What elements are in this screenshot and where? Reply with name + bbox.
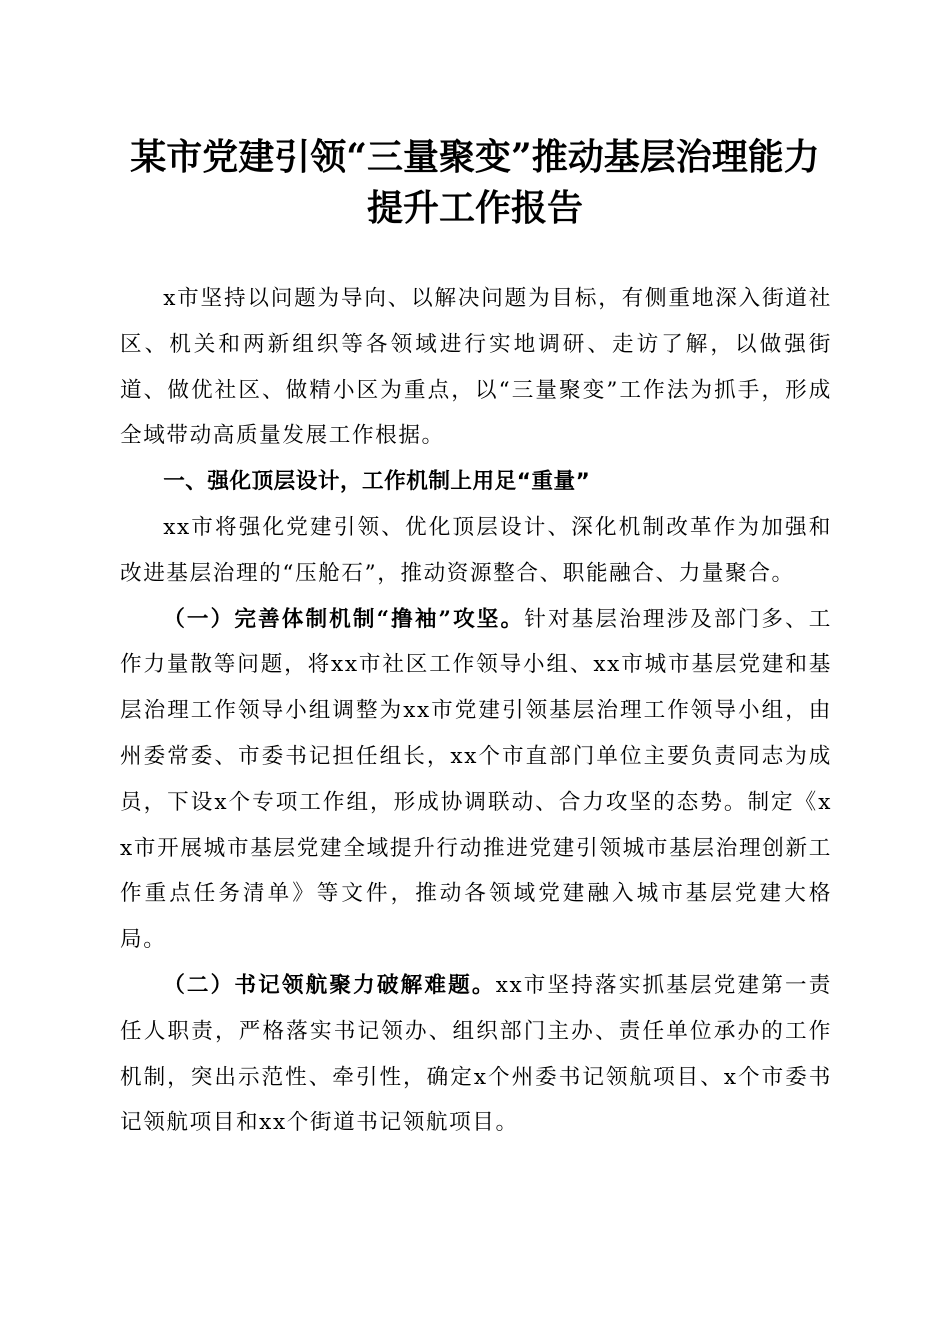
document-title: [100, 132, 850, 234]
item-2-lead: （二）书记领航聚力破解难题。: [163, 972, 496, 998]
item-1-text: 针对基层治理涉及部门多、工作力量散等问题，将xx市社区工作领导小组、xx市城市基层党建和基层治理工作领导小组调整为xx市党建引领基层治理工作领导小组，由州委常委、市委书记担任组长，xx个市直部门单位主要负责同志为成员，下设x个专项工作组，形成协调联动、合力攻坚的态势。制定《xx市开展城市基层党建全域提升行动推进党建引领城市基层治理创新工作重点任务清单》等文件，推动各领域党建融入城市基层党建大格局。: [120, 606, 832, 953]
section-1-paragraph: xx市将强化党建引领、优化顶层设计、深化机制改革作为加强和改进基层治理的“压舱石”，推动资源整合、职能融合、力量聚合。: [120, 514, 832, 586]
intro-paragraph: x市坚持以问题为导向、以解决问题为目标，有侧重地深入街道社区、机关和两新组织等各领域进行实地调研、走访了解，以做强街道、做优社区、做精小区为重点，以“三量聚变”工作法为抓手，形成全域带动高质量发展工作根据。: [120, 286, 832, 449]
document-body: [120, 276, 832, 1146]
section-1-heading: 一、强化顶层设计，工作机制上用足“重量”: [163, 469, 591, 495]
item-1-lead: （一）完善体制机制“撸袖”攻坚。: [163, 606, 525, 632]
title-line-2: 提升工作报告: [366, 187, 583, 229]
item-1-paragraph: [120, 597, 832, 963]
item-2-text: xx市坚持落实抓基层党建第一责任人职责，严格落实书记领办、组织部门主办、责任单位承办的工作机制，突出示范性、牵引性，确定x个州委书记领航项目、x个市委书记领航项目和xx个街道书记领航项目。: [120, 972, 832, 1136]
item-2-paragraph: [120, 963, 832, 1146]
title-line-1: 某市党建引领“三量聚变”推动基层治理能力: [130, 136, 820, 178]
